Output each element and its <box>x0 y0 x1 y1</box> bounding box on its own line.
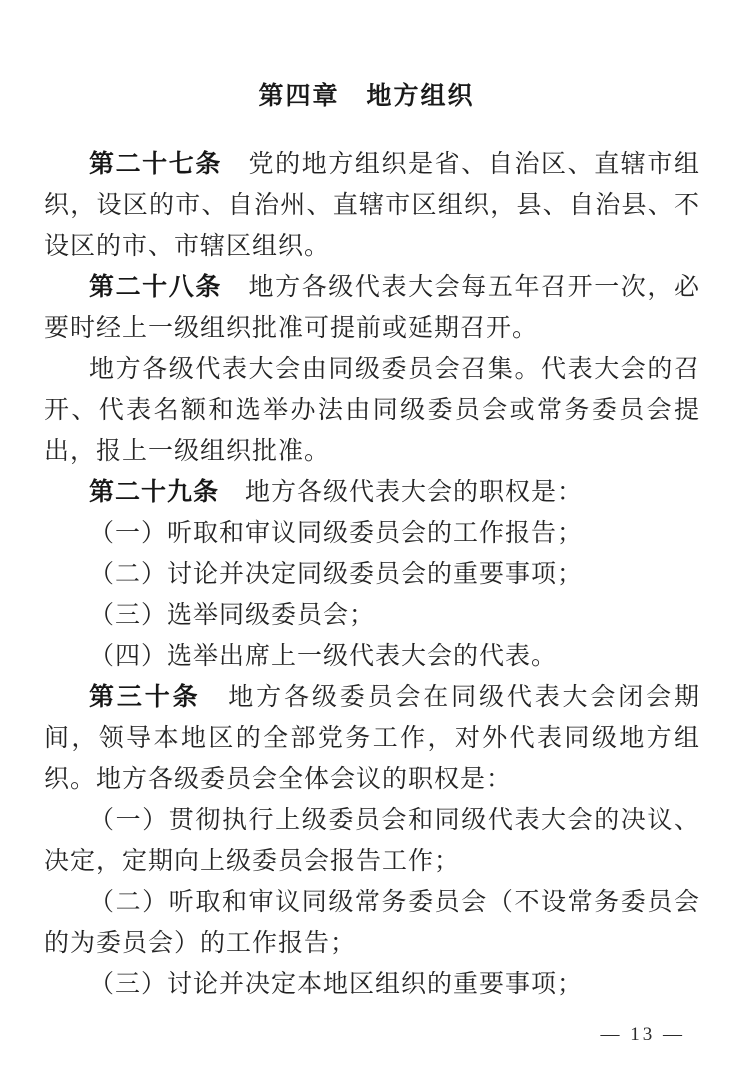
page-footer <box>601 1024 686 1046</box>
document-body <box>0 144 733 1005</box>
page-number: — 13 — <box>600 1024 685 1045</box>
article-29-item-3: （三）选举同级委员会； <box>89 602 376 629</box>
article-28: 第二十八条 地方各级代表大会每五年召开一次，必要时经上一级组织批准可提前或延期召开。 <box>44 274 700 342</box>
article-29: 第二十九条 地方各级代表大会的职权是： <box>89 479 584 506</box>
article-number: 第二十九条 <box>89 479 220 506</box>
article-number: 第三十条 <box>89 684 201 711</box>
article-30-item-3: （三）讨论并决定本地区组织的重要事项； <box>89 971 584 998</box>
article-30-item-1: （一）贯彻执行上级委员会和同级代表大会的决议、决定，定期向上级委员会报告工作； <box>44 807 700 875</box>
article-29-item-2: （二）讨论并决定同级委员会的重要事项； <box>89 561 584 588</box>
article-29-item-4: （四）选举出席上一级代表大会的代表。 <box>89 643 558 670</box>
article-number: 第二十八条 <box>89 274 222 301</box>
article-30-item-2: （二）听取和审议同级常务委员会（不设常务委员会的为委员会）的工作报告； <box>44 889 700 957</box>
article-27: 第二十七条 党的地方组织是省、自治区、直辖市组织，设区的市、自治州、直辖市区组织，县、自治县、不设区的市、市辖区组织。 <box>44 151 700 260</box>
article-28-para-2: 地方各级代表大会由同级委员会召集。代表大会的召开、代表名额和选举办法由同级委员会或常务委员会提出，报上一级组织批准。 <box>44 356 700 465</box>
article-29-item-1: （一）听取和审议同级委员会的工作报告； <box>89 520 584 547</box>
article-number: 第二十七条 <box>89 151 222 178</box>
article-30: 第三十条 地方各级委员会在同级代表大会闭会期间，领导本地区的全部党务工作，对外代表同级地方组织。地方各级委员会全体会议的职权是： <box>44 684 700 793</box>
chapter-title: 第四章 地方组织 <box>258 83 475 110</box>
